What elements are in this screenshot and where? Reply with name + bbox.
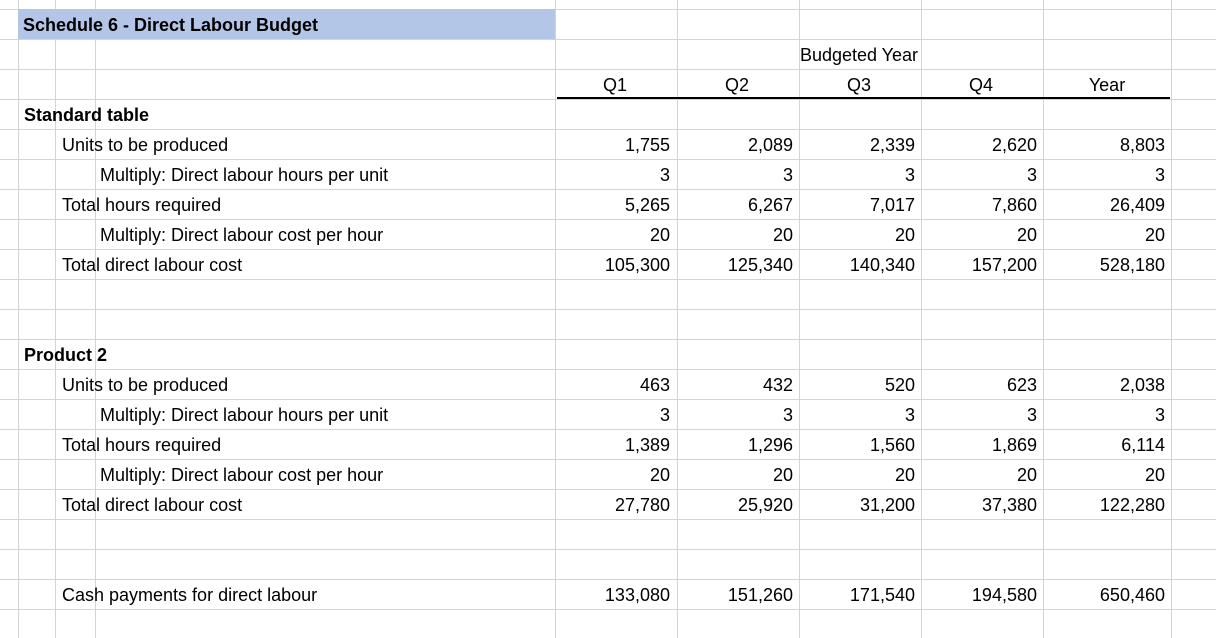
sheet-title: Schedule 6 - Direct Labour Budget xyxy=(23,15,319,35)
row-label: Units to be produced xyxy=(62,375,229,395)
cell-value: 20 xyxy=(1144,465,1165,485)
cell-value: 20 xyxy=(772,225,793,245)
cash-value: 194,580 xyxy=(971,585,1037,605)
cell-value: 20 xyxy=(1016,465,1037,485)
cell-value: 520 xyxy=(884,375,915,395)
cell-value: 1,755 xyxy=(624,135,670,155)
section-heading-product-2: Product 2 xyxy=(24,345,108,365)
cell-value: 2,620 xyxy=(991,135,1037,155)
cell-value: 463 xyxy=(639,375,670,395)
cell-value: 20 xyxy=(894,225,915,245)
cell-value: 432 xyxy=(762,375,793,395)
cell-value: 20 xyxy=(1144,225,1165,245)
cash-value: 151,260 xyxy=(727,585,793,605)
cell-value: 20 xyxy=(894,465,915,485)
cell-value: 122,280 xyxy=(1099,495,1165,515)
cell-value: 7,017 xyxy=(869,195,915,215)
col-header-q4: Q4 xyxy=(968,75,993,95)
row-label: Total direct labour cost xyxy=(62,255,243,275)
cell-value: 20 xyxy=(1016,225,1037,245)
cell-value: 1,296 xyxy=(747,435,793,455)
col-header-q3: Q3 xyxy=(846,75,871,95)
cell-value: 1,560 xyxy=(869,435,915,455)
cell-value: 3 xyxy=(904,405,915,425)
cell-value: 31,200 xyxy=(859,495,915,515)
row-label: Multiply: Direct labour cost per hour xyxy=(100,465,384,485)
cell-value: 25,920 xyxy=(737,495,793,515)
cash-value: 133,080 xyxy=(604,585,670,605)
cell-value: 5,265 xyxy=(624,195,670,215)
row-label: Units to be produced xyxy=(62,135,229,155)
row-label: Multiply: Direct labour cost per hour xyxy=(100,225,384,245)
cell-value: 3 xyxy=(904,165,915,185)
cell-value: 3 xyxy=(659,405,670,425)
cell-value: 37,380 xyxy=(981,495,1037,515)
row-label: Total direct labour cost xyxy=(62,495,243,515)
row-label: Total hours required xyxy=(62,435,222,455)
cell-value: 27,780 xyxy=(614,495,670,515)
cell-value: 3 xyxy=(1154,405,1165,425)
cell-value: 157,200 xyxy=(971,255,1037,275)
cell-value: 7,860 xyxy=(991,195,1037,215)
cash-payments-label: Cash payments for direct labour xyxy=(62,585,318,605)
cell-value: 2,089 xyxy=(747,135,793,155)
cell-value: 3 xyxy=(1026,405,1037,425)
row-label: Multiply: Direct labour hours per unit xyxy=(100,165,389,185)
cell-value: 3 xyxy=(1154,165,1165,185)
col-header-q1: Q1 xyxy=(602,75,627,95)
cell-value: 623 xyxy=(1006,375,1037,395)
cell-value: 20 xyxy=(649,465,670,485)
header-underline xyxy=(557,97,1170,99)
cell-value: 20 xyxy=(649,225,670,245)
cell-value: 1,869 xyxy=(991,435,1037,455)
cell-value: 8,803 xyxy=(1119,135,1165,155)
cell-value: 125,340 xyxy=(727,255,793,275)
cell-value: 3 xyxy=(782,165,793,185)
cell-value: 2,038 xyxy=(1119,375,1165,395)
cell-value: 140,340 xyxy=(849,255,915,275)
cell-value: 20 xyxy=(772,465,793,485)
col-header-year: Year xyxy=(1088,75,1126,95)
cell-value: 528,180 xyxy=(1099,255,1165,275)
cash-value: 650,460 xyxy=(1099,585,1165,605)
cell-value: 3 xyxy=(782,405,793,425)
cell-value: 26,409 xyxy=(1109,195,1165,215)
col-header-q2: Q2 xyxy=(724,75,749,95)
row-label: Multiply: Direct labour hours per unit xyxy=(100,405,389,425)
cell-value: 6,267 xyxy=(747,195,793,215)
cell-value: 6,114 xyxy=(1121,435,1165,455)
cell-value: 3 xyxy=(659,165,670,185)
row-label: Total hours required xyxy=(62,195,222,215)
cell-value: 2,339 xyxy=(869,135,915,155)
cell-value: 105,300 xyxy=(604,255,670,275)
cash-value: 171,540 xyxy=(849,585,915,605)
cell-value: 1,389 xyxy=(624,435,670,455)
section-heading-standard-table: Standard table xyxy=(24,105,150,125)
budgeted-year-header: Budgeted Year xyxy=(799,45,919,65)
cell-value: 3 xyxy=(1026,165,1037,185)
